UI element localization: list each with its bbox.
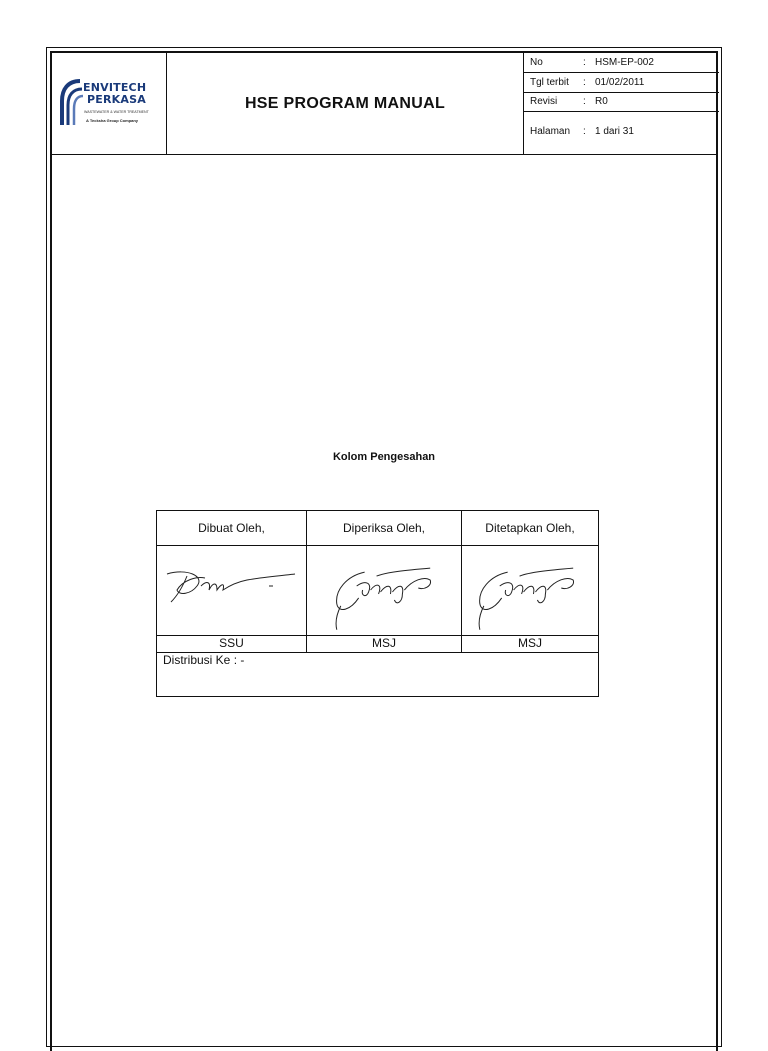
meta-row-revision xyxy=(524,93,719,112)
logo-tagline: WASTEWATER & WATER TREATMENT xyxy=(84,110,149,114)
signature-area xyxy=(157,546,306,635)
meta-value: HSM-EP-002 xyxy=(595,57,654,68)
distribution-row xyxy=(157,652,598,696)
approval-column-approved-by xyxy=(461,511,598,652)
column-heading: Diperiksa Oleh, xyxy=(307,511,461,546)
column-heading: Dibuat Oleh, xyxy=(157,511,306,546)
meta-row-issued xyxy=(524,73,719,93)
signatory-name: MSJ xyxy=(307,635,461,652)
signature-area xyxy=(462,546,598,635)
signature-icon xyxy=(157,546,306,635)
meta-colon: : xyxy=(583,96,586,107)
meta-label: No xyxy=(530,57,543,68)
document-meta xyxy=(523,53,718,154)
signature-icon xyxy=(462,546,598,635)
meta-row-page xyxy=(524,112,719,154)
meta-label: Revisi xyxy=(530,96,558,107)
signatory-name: SSU xyxy=(157,635,306,652)
meta-value: R0 xyxy=(595,96,608,107)
document-title: HSE PROGRAM MANUAL xyxy=(244,94,446,112)
signature-icon xyxy=(307,546,461,635)
logo-group: A Tecksha Group Company xyxy=(86,118,139,123)
approval-table xyxy=(156,510,599,697)
column-heading: Ditetapkan Oleh, xyxy=(462,511,598,546)
logo-line1: ENVITECH xyxy=(83,81,147,94)
meta-colon: : xyxy=(583,126,586,137)
title-cell xyxy=(167,53,523,154)
logo-line2: PERKASA xyxy=(87,93,146,106)
meta-colon: : xyxy=(583,57,586,68)
meta-value: 1 dari 31 xyxy=(595,126,634,137)
signatory-name: MSJ xyxy=(462,635,598,652)
meta-colon: : xyxy=(583,77,586,88)
approval-column-made-by xyxy=(157,511,306,652)
document-header xyxy=(50,53,718,155)
distribution-label: Distribusi Ke : - xyxy=(163,653,245,667)
meta-label: Halaman xyxy=(530,126,571,137)
approval-title: Kolom Pengesahan xyxy=(332,451,436,463)
company-logo xyxy=(50,53,167,154)
meta-row-no xyxy=(524,53,719,73)
meta-value: 01/02/2011 xyxy=(595,77,645,88)
meta-label: Tgl terbit xyxy=(530,77,569,88)
signature-area xyxy=(307,546,461,635)
approval-column-checked-by xyxy=(306,511,461,652)
logo-pipes-icon xyxy=(56,79,84,127)
